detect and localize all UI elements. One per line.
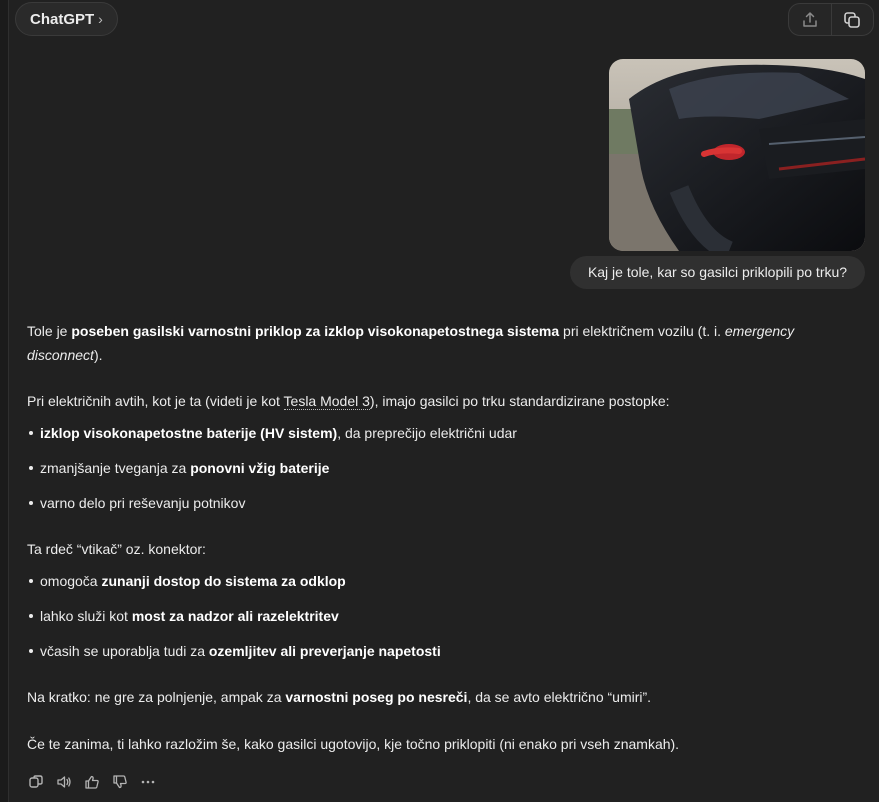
share-button[interactable] xyxy=(789,4,831,35)
top-actions xyxy=(788,3,874,36)
text-run: , da preprečijo električni udar xyxy=(337,425,517,441)
copy-icon xyxy=(28,774,44,790)
thumbs-up-icon xyxy=(84,774,100,790)
bold-text: ozemljitev ali preverjanje napetosti xyxy=(208,643,441,659)
bold-text: varnostni poseg po nesreči xyxy=(285,689,468,705)
list-item xyxy=(27,569,857,604)
more-actions-button[interactable] xyxy=(139,773,157,791)
text-run: pri električnem vozilu (t. i. xyxy=(559,323,725,339)
procedures-list xyxy=(27,421,857,526)
list-item xyxy=(27,456,857,491)
thumbs-down-icon xyxy=(112,774,128,790)
bad-response-button[interactable] xyxy=(111,773,129,791)
good-response-button[interactable] xyxy=(83,773,101,791)
connector-paragraph: Ta rdeč “vtikač” oz. konektor: xyxy=(27,541,206,557)
list-item xyxy=(27,491,857,526)
chevron-right-icon: › xyxy=(98,11,103,27)
model-selector-button[interactable] xyxy=(15,2,118,36)
text-run: zmanjšanje tveganja za xyxy=(40,460,191,476)
read-aloud-button[interactable] xyxy=(55,773,73,791)
text-run: včasih se uporablja tudi za xyxy=(40,643,209,659)
message-actions xyxy=(27,772,157,792)
share-icon xyxy=(801,11,819,29)
entity-link[interactable]: Tesla Model 3 xyxy=(283,393,370,409)
list-item xyxy=(27,639,857,674)
copy-button[interactable] xyxy=(27,773,45,791)
text-run: Pri električnih avtih, kot je ta (videti je kot xyxy=(27,393,284,409)
summary-paragraph xyxy=(27,685,857,709)
bold-text: poseben gasilski varnostni priklop za izklop visokonapetostnega sistema xyxy=(71,323,560,339)
text-run: varno delo pri reševanju potnikov xyxy=(40,495,246,511)
spacer xyxy=(27,526,857,537)
new-chat-icon xyxy=(842,10,862,30)
italic-text: emergency disconnect xyxy=(27,323,795,363)
more-icon xyxy=(140,774,156,790)
context-paragraph xyxy=(27,389,857,413)
text-run: Na kratko: ne gre za polnjenje, ampak za xyxy=(27,689,286,705)
connector-list xyxy=(27,569,857,674)
read-aloud-icon xyxy=(56,774,72,790)
text-run: omogoča xyxy=(40,573,102,589)
text-run: ), imajo gasilci po trku standardizirane postopke: xyxy=(369,393,670,409)
text-run: lahko služi kot xyxy=(40,608,132,624)
new-chat-button[interactable] xyxy=(831,4,874,35)
list-item xyxy=(27,604,857,639)
text-run: Tole je xyxy=(27,323,72,339)
bold-text: most za nadzor ali razelektritev xyxy=(131,608,339,624)
text-run: ). xyxy=(93,347,103,363)
sidebar-edge xyxy=(0,0,9,802)
assistant-message xyxy=(27,319,857,756)
bold-text: ponovni vžig baterije xyxy=(190,460,330,476)
intro-paragraph xyxy=(27,319,857,367)
model-label: ChatGPT xyxy=(30,10,95,28)
bold-text: zunanji dostop do sistema za odklop xyxy=(101,573,346,589)
user-attached-image[interactable] xyxy=(609,59,865,251)
spacer xyxy=(27,674,857,685)
user-message-bubble: Kaj je tole, kar so gasilci priklopili po trku? xyxy=(570,256,865,289)
followup-paragraph: Če te zanima, ti lahko razložim še, kako gasilci ugotovijo, kje točno priklopiti (ni enako pri vseh znamkah). xyxy=(27,736,680,752)
bold-text: izklop visokonapetostne baterije (HV sistem) xyxy=(40,425,338,441)
car-photo-icon xyxy=(609,59,865,251)
list-item xyxy=(27,421,857,456)
text-run: , da se avto električno “umiri”. xyxy=(467,689,652,705)
